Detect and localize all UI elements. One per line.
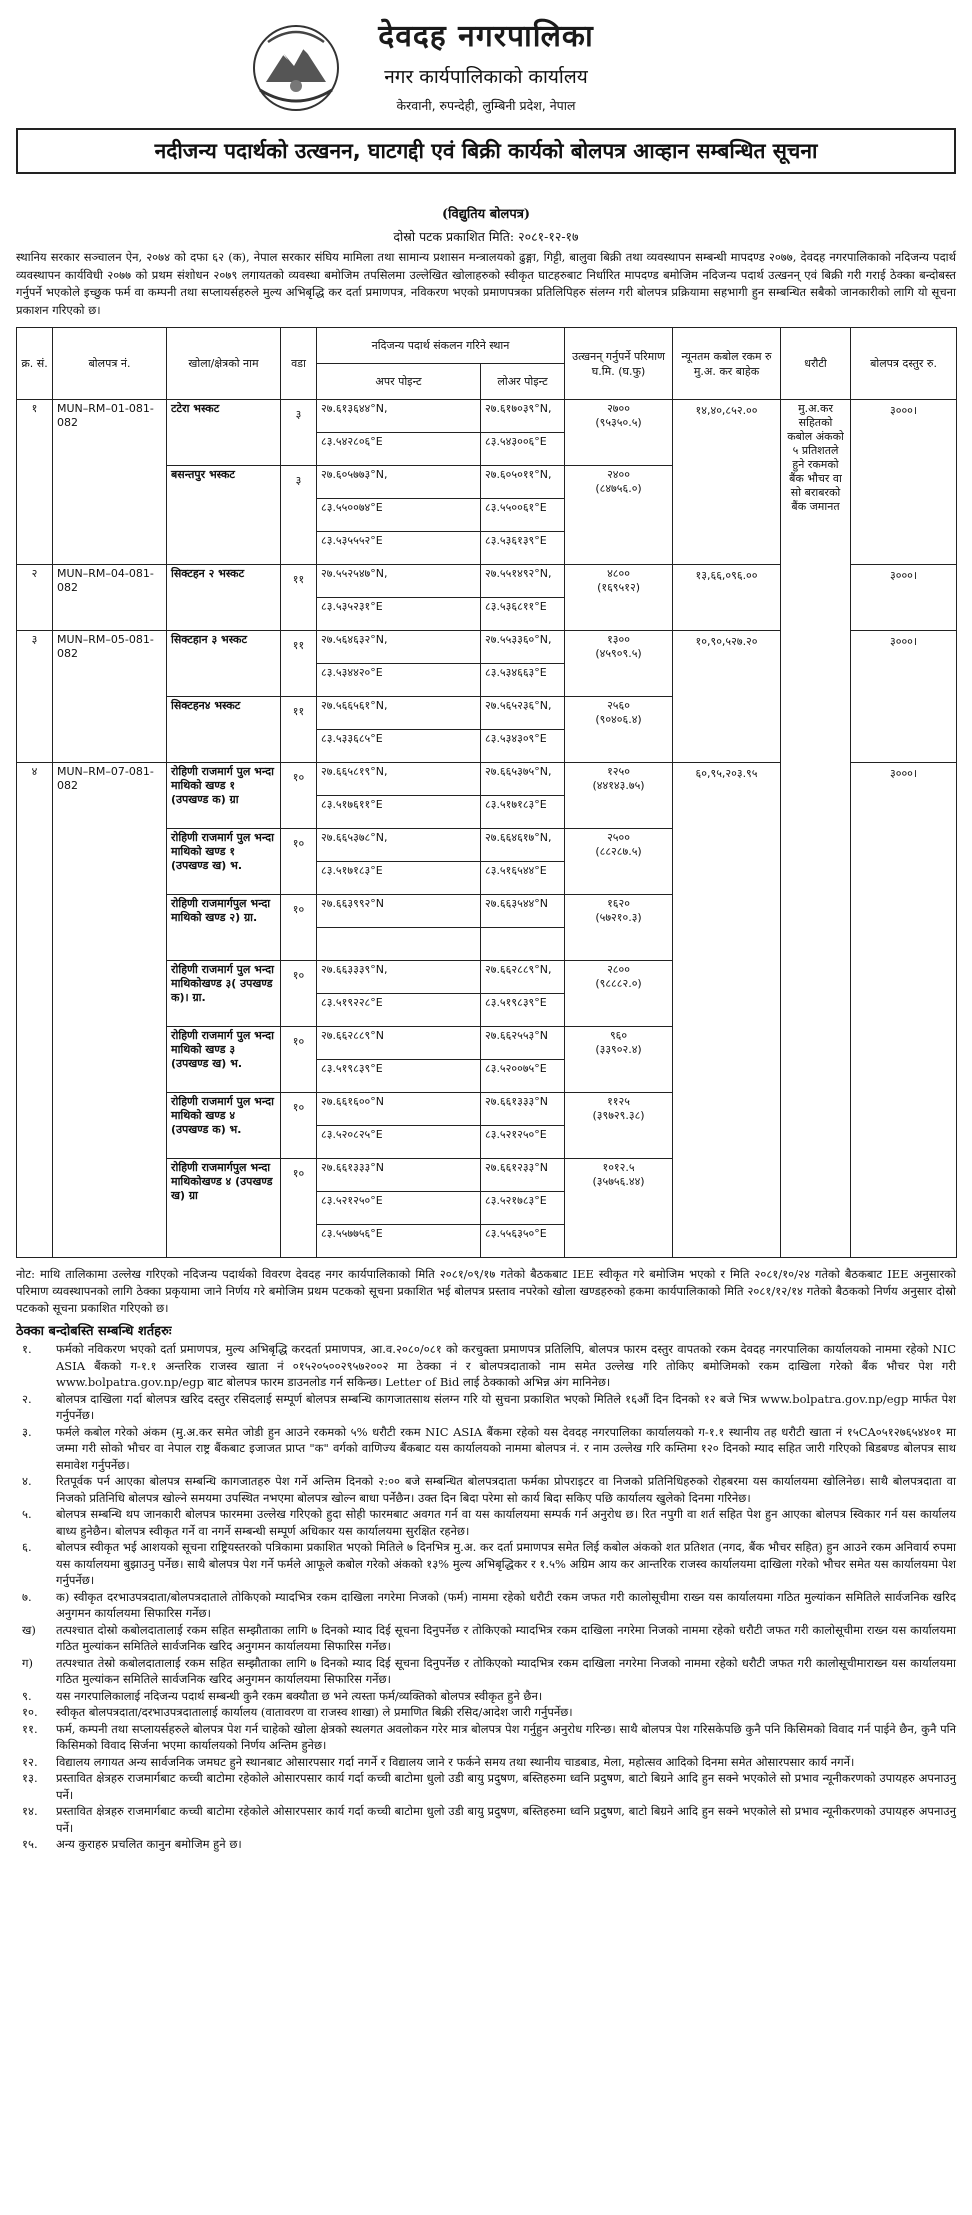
condition-number: ग) bbox=[22, 1655, 33, 1670]
condition-item bbox=[16, 1803, 956, 1836]
cell-sn: ४ bbox=[17, 763, 53, 1258]
cell-upper-n: २७.५५२५४७°N, bbox=[317, 565, 481, 598]
condition-text: प्रस्तावित क्षेत्रहरु राजमार्गबाट कच्ची बाटोमा रहेकोले ओसारपसार कार्य गर्दा कच्ची बाटोमा धुलो उडी बायु प्रदुषण, बस्तिहरुमा ध्वनि प्रदुषण, बाटो बिग्रने आदि हुन सक्ने भएकोले सो प्रभाव न्यूनीकरणको उपायहरु अपनाउनु पर्ने। bbox=[56, 1771, 956, 1802]
condition-text: विद्यालय लगायत अन्य सार्वजनिक जमघट हुने स्थानबाट ओसारपसार गर्दा नगर्ने र विद्यालय जाने र फर्कने समय तथा स्थानीय चाडबाड, मेला, महोत्सव आदिको दिनमा समेत ओसारपसार कार्य नगर्ने। bbox=[56, 1754, 855, 1769]
quantity-cum: ११२५ bbox=[607, 1095, 630, 1108]
cell-ward: १० bbox=[281, 1159, 317, 1258]
col-site: खोला/क्षेत्रको नाम bbox=[167, 328, 281, 400]
quantity-cft: (८८२८७.५) bbox=[595, 845, 642, 858]
cell-site-name: रोहिणी राजमार्ग पुल भन्दा माथिकोखण्ड ३( उपखण्ड क)। ग्रा. bbox=[167, 961, 281, 1027]
cell-site-name: रोहिणी राजमार्गपुल भन्दा माथिको खण्ड २) ग्रा. bbox=[167, 895, 281, 961]
cell-upper-n: २७.६०५७७३°N, bbox=[317, 466, 481, 499]
cell-ward: १० bbox=[281, 895, 317, 961]
conditions-title: ठेक्का बन्दोबस्ति सम्बन्धि शर्तहरुः bbox=[16, 1324, 172, 1339]
col-sn: क्र. सं. bbox=[17, 328, 53, 400]
condition-text: फर्मको नविकरण भएको दर्ता प्रमाणपत्र, मुल्य अभिबृद्धि करदर्ता प्रमाणपत्र, आ.व.२०८०/०८१ को करचुक्ता प्रमाणपत्र प्रतिलिपि, बोलपत्र फारम दस्तुर वापतको रकम देवदह नगरपालिका कार्यालयको नाममा रहेको NIC ASIA बैंकको ग-१.१ अन्तरिक राजस्व खाता नं ०१५२०५००२९५७२००२ मा ठेक्का नं र बोलपत्रदाताको नाम समेत उल्लेख गरि तोकिए बमोजिमको रकम दाखिला गरेको बैंक भौचर पेश गरी www.bolpatra.gov.np/egp बाट बोलपत्र फारम डाउनलोड गर्न सकिन्छ। Letter of Bid लाई ठेक्काको अभिन्न अंग मानिनेछ। bbox=[56, 1342, 956, 1389]
condition-number: १४. bbox=[22, 1804, 38, 1818]
cell-min-bid: १३,६६,०९६.०० bbox=[673, 565, 781, 631]
condition-number: ख) bbox=[22, 1622, 36, 1637]
cell-min-bid: १०,९०,५२७.२० bbox=[673, 631, 781, 763]
cell-lower-e: ८३.५१६५४४°E bbox=[481, 862, 565, 895]
cell-upper-e: ८३.५५००७४°E bbox=[317, 499, 481, 532]
cell-quantity bbox=[565, 466, 673, 565]
condition-item bbox=[16, 1688, 956, 1705]
cell-upper-e: ८३.५१७१८३°E bbox=[317, 862, 481, 895]
condition-number: १०. bbox=[22, 1705, 38, 1719]
cell-quantity bbox=[565, 1027, 673, 1093]
condition-item bbox=[16, 1721, 956, 1754]
condition-number: ७. bbox=[22, 1589, 32, 1604]
condition-number: ६. bbox=[22, 1540, 32, 1554]
bid-table bbox=[16, 327, 957, 1258]
cell-site-name: सिक्टहन २ भस्कट bbox=[167, 565, 281, 631]
condition-item bbox=[16, 1770, 956, 1803]
quantity-cum: २५६० bbox=[607, 699, 630, 712]
cell-ward: १० bbox=[281, 829, 317, 895]
cell-lower-e2: ८३.५५६३५०°E bbox=[481, 1225, 565, 1258]
cell-lower-n: २७.६६३५४४°N bbox=[481, 895, 565, 928]
cell-ward: ३ bbox=[281, 400, 317, 466]
cell-upper-n: २७.६६३३३९°N, bbox=[317, 961, 481, 994]
cell-upper-n: २७.६६३९९२°N bbox=[317, 895, 481, 928]
notice-banner: नदीजन्य पदार्थको उत्खनन, घाटगद्दी एवं बिक्री कार्यको बोलपत्र आव्हान सम्बन्धित सूचना bbox=[16, 128, 956, 174]
quantity-cft: (८४७५६.०) bbox=[595, 482, 642, 495]
cell-ward: ३ bbox=[281, 466, 317, 565]
cell-upper-e: ८३.५३३६८५°E bbox=[317, 730, 481, 763]
cell-upper-e: ८३.५१९२२८°E bbox=[317, 994, 481, 1027]
cell-quantity bbox=[565, 763, 673, 829]
cell-lower-n: २७.६०५०११°N, bbox=[481, 466, 565, 499]
condition-number: ११. bbox=[22, 1721, 38, 1736]
cell-upper-e: ८३.५१९८३९°E bbox=[317, 1060, 481, 1093]
quantity-cft: (३९७२९.३८) bbox=[592, 1109, 645, 1122]
cell-lower-e: ८३.५३४६६३°E bbox=[481, 664, 565, 697]
condition-number: १. bbox=[22, 1342, 32, 1356]
quantity-cft: (३५७५६.४४) bbox=[592, 1175, 645, 1188]
condition-text: यस नगरपालिकालाई नदिजन्य पदार्थ सम्बन्धी कुनै रकम बक्यौता छ भने त्यस्ता फर्म/व्यक्तिको बोलपत्र स्वीकृत हुने छैन। bbox=[56, 1688, 543, 1703]
col-upper-point: अपर पोइन्ट bbox=[317, 364, 481, 400]
condition-number: १३. bbox=[22, 1771, 38, 1785]
condition-item bbox=[16, 1539, 956, 1589]
cell-sn: २ bbox=[17, 565, 53, 631]
col-location: नदिजन्य पदार्थ संकलन गरिने स्थान bbox=[317, 328, 565, 364]
cell-lower-n: २७.६६२५५३°N bbox=[481, 1027, 565, 1060]
cell-site-name: रोहिणी राजमार्ग पुल भन्दा माथिको खण्ड १ (उपखण्ड क) ग्रा bbox=[167, 763, 281, 829]
cell-lower-e: ८३.५३६८११°E bbox=[481, 598, 565, 631]
cell-quantity bbox=[565, 829, 673, 895]
cell-sn: १ bbox=[17, 400, 53, 565]
condition-number: १५. bbox=[22, 1837, 38, 1851]
cell-quantity bbox=[565, 1159, 673, 1258]
cell-fee: ३०००। bbox=[851, 400, 957, 565]
col-lower-point: लोअर पोइन्ट bbox=[481, 364, 565, 400]
municipality-name: देवदह नगरपालिका bbox=[378, 19, 594, 54]
quantity-cum: २४०० bbox=[607, 468, 630, 481]
conditions-list bbox=[16, 1341, 956, 1853]
cell-upper-n: २७.६६१३३३°N bbox=[317, 1159, 481, 1192]
cell-bid-no: MUN–RM–07-081-082 bbox=[53, 763, 167, 1258]
cell-site-name: रोहिणी राजमार्ग पुल भन्दा माथिको खण्ड ४ (उपखण्ड क) भ. bbox=[167, 1093, 281, 1159]
cell-ward: ११ bbox=[281, 697, 317, 763]
cell-lower-e: ८३.५३४३०९°E bbox=[481, 730, 565, 763]
condition-item bbox=[16, 1424, 956, 1474]
office-address: केरवानी, रुपन्देही, लुम्बिनी प्रदेश, नेपाल bbox=[396, 98, 576, 113]
condition-item bbox=[16, 1473, 956, 1506]
condition-item bbox=[16, 1622, 956, 1655]
cell-bid-no: MUN–RM–01-081-082 bbox=[53, 400, 167, 565]
condition-number: २. bbox=[22, 1391, 32, 1406]
cell-lower-n: २७.६६१२३३°N bbox=[481, 1159, 565, 1192]
condition-number: ३. bbox=[22, 1424, 32, 1439]
cell-upper-n: २७.५६४६३२°N, bbox=[317, 631, 481, 664]
cell-min-bid: ६०,९५,२०३.९५ bbox=[673, 763, 781, 1258]
cell-upper-e: ८३.५३४४२०°E bbox=[317, 664, 481, 697]
cell-site-name: रोहिणी राजमार्ग पुल भन्दा माथिको खण्ड १ (उपखण्ड ख) भ. bbox=[167, 829, 281, 895]
quantity-cft: (५७२१०.३) bbox=[595, 911, 642, 924]
quantity-cum: १३०० bbox=[607, 633, 630, 646]
cell-lower-n: २७.५५३३६०°N, bbox=[481, 631, 565, 664]
col-fee: बोलपत्र दस्तुर रु. bbox=[851, 328, 957, 400]
condition-text: स्वीकृत बोलपत्रदाता/दरभाउपत्रदातालाई कार्यालय (वातावरण वा राजस्व शाखा) ले प्रमाणित बिक्री रसिद/आदेश जारी गर्नुपर्नेछ। bbox=[56, 1705, 573, 1719]
cell-quantity bbox=[565, 565, 673, 631]
col-deposit: धरौटी bbox=[781, 328, 851, 400]
condition-item bbox=[16, 1754, 956, 1771]
cell-quantity bbox=[565, 1093, 673, 1159]
intro-paragraph: स्थानिय सरकार सञ्चालन ऐन, २०७४ को दफा ६२ (क), नेपाल सरकार संघिय मामिला तथा सामान्य प्रशासन मन्त्रालयको ढुङ्गा, गिट्टी, बालुवा बिक्री तथा व्यवस्थापन सम्बन्धी मापदण्ड २०७७, देवदह नगरपालिकाको नदिजन्य पदार्थ व्यवस्थापन कार्यविधी २०७७ को प्रथम संशोधन २०७९ लगायतको व्यवस्था बमोजिम तपसिलमा उल्लेखित खोलाहरुको स्वीकृत घाटहरुबाट निर्धारित मापदण्ड बमोजिम नदिजन्य पदार्थ उत्खनन् एवं बिक्री गरी गराई ठेक्का बन्दोबस्त गर्नुपर्ने भएकोले इच्छुक फर्म वा कम्पनी तथा सप्लायर्सहरुले मुल्य अभिबृद्धि कर दर्ता प्रमाणपत्र, नविकरण भएको प्रमाणपत्रका प्रतिलिपिहरु संलग्न गरी बोलपत्र प्रक्रियामा सहभागी हुन सम्बन्धित सबैको जानकारीको लागि यो सूचना प्रकाशन गरिएको छ। bbox=[16, 250, 956, 317]
condition-text: क) स्वीकृत दरभाउपत्रदाता/बोलपत्रदाताले तोकिएको म्यादभित्र रकम दाखिला नगरेमा निजको (फर्म) नाममा रहेको धरौटी रकम जफत गरी कालोसूचीमा राख्न यस कार्यालयमा गठित मुल्यांकन समितिले सार्वजनिक खरिद अनुगमन कार्यालयमा सिफारिस गर्नेछ। bbox=[56, 1589, 956, 1620]
quantity-cft: (९०४०६.४) bbox=[595, 713, 642, 726]
condition-item bbox=[16, 1391, 956, 1424]
condition-item bbox=[16, 1704, 956, 1721]
cell-quantity bbox=[565, 697, 673, 763]
condition-item bbox=[16, 1506, 956, 1539]
condition-number: ९. bbox=[22, 1688, 32, 1703]
condition-text: बोलपत्र दाखिला गर्दा बोलपत्र खरिद दस्तुर रसिदलाई सम्पूर्ण बोलपत्र सम्बन्धि कागजातसाथ संलग्न गरि यो सुचना प्रकाशित भएको मितिले १६औं दिन दिनको १२ बजे भित्र www.bolpatra.gov.np/egp मार्फत पेश गर्नुपर्नेछ। bbox=[56, 1391, 956, 1422]
cell-upper-n: २७.५६६५६१°N, bbox=[317, 697, 481, 730]
quantity-cum: ९६० bbox=[609, 1029, 628, 1042]
condition-text: अन्य कुराहरु प्रचलित कानुन बमोजिम हुने छ। bbox=[56, 1837, 242, 1851]
cell-lower-e: ८३.५२१७८३°E bbox=[481, 1192, 565, 1225]
cell-fee: ३०००। bbox=[851, 631, 957, 763]
cell-upper-e: ८३.५३५२३१°E bbox=[317, 598, 481, 631]
condition-text: फर्मले कबोल गरेको अंकम (मु.अ.कर समेत जोडी हुन आउने रकमको ५% धरौटी रकम NIC ASIA बैंकमा रहेको यस देवदह नगरपालिका कार्यालयको ग-१.१ स्थानीय तह धरौटी खाता नं १५CA०५१२७६५४४०१ मा जम्मा गरी सोको भौचर वा नेपाल राष्ट्र बैंकबाट इजाजत प्राप्त "क" वर्गको वाणिज्य बैंकबाट यस कार्यालयको नाममा बोलपत्र नं. र नाम उल्लेख गरि कम्तिमा १२० दिनको म्याद सहित जारी गरिएको बिडबण्ड बोलपत्र साथ समावेश गर्नुपर्नेछ। bbox=[56, 1424, 956, 1472]
quantity-cum: २८०० bbox=[607, 963, 630, 976]
quantity-cft: (१६९५१२) bbox=[597, 581, 640, 594]
cell-site-name: रोहिणी राजमार्ग पुल भन्दा माथिको खण्ड ३ (उपखण्ड ख) भ. bbox=[167, 1027, 281, 1093]
cell-site-name: टटेरा भस्कट bbox=[167, 400, 281, 466]
cell-quantity bbox=[565, 895, 673, 961]
table-row bbox=[17, 400, 957, 433]
condition-item bbox=[16, 1655, 956, 1688]
cell-lower-e bbox=[481, 928, 565, 961]
cell-lower-e: ८३.५५००६१°E bbox=[481, 499, 565, 532]
col-min-bid: न्यूनतम कबोल रकम रु मु.अ. कर बाहेक bbox=[673, 328, 781, 400]
bid-table-body bbox=[17, 400, 957, 1258]
col-quantity: उत्खनन् गर्नुपर्ने परिमाण घ.मि. (घ.फु) bbox=[565, 328, 673, 400]
condition-text: फर्म, कम्पनी तथा सप्लायर्सहरुले बोलपत्र पेश गर्न चाहेको खोला क्षेत्रको स्थलगत अवलोकन गरेर मात्र बोलपत्र पेश गर्नुहुन अनुरोध गरिन्छ। साथै बोलपत्र पेश गरिसकेपछि कुनै पनि किसिमको विवाद गर्न पाईने छैन, कुनै पनि किसिमको विवाद सिर्जना भएमा कार्यालयको निर्णय अन्तिम हुनेछ। bbox=[56, 1721, 956, 1752]
cell-lower-n: २७.६१७०३९°N, bbox=[481, 400, 565, 433]
condition-text: तत्पश्चात दोस्रो कबोलदातालाई रकम सहित सम्झौताका लागि ७ दिनको म्याद दिई सूचना दिनुपर्नेछ र तोकिएको म्यादभित्र रकम दाखिला नगरेमा निजको नाममा रहेको धरौटी जफत गरी कालोसूचीमा राख्न यस कार्यालयमा गठित मुल्यांकन समितिले सार्वजनिक खरिद अनुगमन कार्यालयमा सिफारिस गर्नेछ। bbox=[56, 1622, 956, 1653]
cell-quantity bbox=[565, 631, 673, 697]
cell-lower-e: ८३.५४३००६°E bbox=[481, 433, 565, 466]
condition-text: बोलपत्र सम्बन्धि थप जानकारी बोलपत्र फारममा उल्लेख गरिएको हुदा सोही फारमबाट अवगत गर्न वा यस कार्यालयमा सम्पर्क गर्न अनुरोध छ। रित नपुगी वा शर्त सहित पेश हुन आएका बोलपत्र स्विकार गर्न यस कार्यालय बाध्य हुनेछैन। बोलपत्र स्वीकृत गर्ने वा नगर्ने सम्बन्धी सम्पूर्ण अधिकार यस कार्यालयमा सुरक्षित रहनेछ। bbox=[56, 1507, 956, 1538]
cell-lower-e2: ८३.५३६१३९°E bbox=[481, 532, 565, 565]
condition-item bbox=[16, 1836, 956, 1853]
quantity-cft: (४४१४३.७५) bbox=[592, 779, 645, 792]
bid-type: (विद्युतिय बोलपत्र) bbox=[441, 207, 531, 222]
condition-number: १२. bbox=[22, 1754, 38, 1769]
cell-lower-n: २७.५५१४९२°N, bbox=[481, 565, 565, 598]
office-name: नगर कार्यपालिकाको कार्यालय bbox=[384, 66, 588, 88]
cell-ward: ११ bbox=[281, 631, 317, 697]
cell-upper-e bbox=[317, 928, 481, 961]
cell-lower-n: २७.६६१३३३°N bbox=[481, 1093, 565, 1126]
cell-upper-n: २७.६१३६४४°N, bbox=[317, 400, 481, 433]
cell-site-name: सिक्टहन४ भस्कट bbox=[167, 697, 281, 763]
cell-ward: १० bbox=[281, 763, 317, 829]
letterhead bbox=[16, 6, 956, 124]
condition-item bbox=[16, 1341, 956, 1391]
quantity-cft: (९५३५०.५) bbox=[595, 416, 642, 429]
cell-upper-e2: ८३.५५७७५६°E bbox=[317, 1225, 481, 1258]
note-paragraph: नोट: माथि तालिकामा उल्लेख गरिएको नदिजन्य पदार्थको विवरण देवदह नगर कार्यपालिकाको मिति २०८१/०९/१७ गतेको बैठकबाट IEE स्वीकृत गरे बमोजिम भएको र मिति २०८१/१०/२४ गतेको बैठकबाट IEE अनुसारको परिमाण व्यवस्थापनको लागि ठेक्का प्रकृयामा जाने निर्णय गरे बमोजिम प्रथम पटकको सूचना प्रकाशित भई बोलपत्र प्रस्ताव नपरेको खोला खण्डहरुको हकमा कार्यपालिकाको मिति २०८१/१२/१४ गतेको बैठकको निर्णय अनुसार दोस्रो पटकको सूचना प्रकाशित गरिएको छ। bbox=[16, 1267, 956, 1315]
quantity-cum: ४८०० bbox=[607, 567, 630, 580]
cell-lower-n: २७.६६२८८९°N, bbox=[481, 961, 565, 994]
publication-date: दोस्रो पटक प्रकाशित मिति: २०८१-१२-१७ bbox=[393, 229, 579, 244]
condition-text: तत्पश्चात तेस्रो कबोलदातालाई रकम सहित सम्झौताका लागि ७ दिनको म्याद दिई सूचना दिनुपर्नेछ र तोकिएको म्यादभित्र रकम दाखिला नगरेमा निजको नाममा रहेको धरौटी जफत गरी कालोसूचीमाराख्न यस कार्यालयमा गठित मुल्यांकन समितिले सार्वजनिक खरिद अनुगमन कार्यालयमा सिफारिस गर्नेछ। bbox=[56, 1655, 956, 1686]
col-ward: वडा bbox=[281, 328, 317, 400]
cell-fee: ३०००। bbox=[851, 763, 957, 1258]
cell-lower-e: ८३.५१९८३९°E bbox=[481, 994, 565, 1027]
quantity-cum: २७०० bbox=[607, 402, 630, 415]
quantity-cum: १२५० bbox=[607, 765, 630, 778]
cell-upper-e: ८३.५१७६११°E bbox=[317, 796, 481, 829]
cell-lower-e: ८३.५१७१८३°E bbox=[481, 796, 565, 829]
quantity-cft: (९८८८२.०) bbox=[595, 977, 642, 990]
cell-lower-e: ८३.५२१२५०°E bbox=[481, 1126, 565, 1159]
cell-upper-e2: ८३.५३५५५२°E bbox=[317, 532, 481, 565]
cell-upper-e: ८३.५२०८२५°E bbox=[317, 1126, 481, 1159]
cell-site-name: बसन्तपुर भस्कट bbox=[167, 466, 281, 565]
cell-lower-n: २७.६६४६१७°N, bbox=[481, 829, 565, 862]
cell-upper-e: ८३.५४२८०६°E bbox=[317, 433, 481, 466]
cell-bid-no: MUN–RM–05-081-082 bbox=[53, 631, 167, 763]
condition-text: प्रस्तावित क्षेत्रहरु राजमार्गबाट कच्ची बाटोमा रहेकोले ओसारपसार कार्य गर्दा कच्ची बाटोमा धुलो उडी बायु प्रदुषण, बस्तिहरुमा ध्वनि प्रदुषण, बाटो बिग्रने आदि हुन सक्ने भएकोले सो प्रभाव न्यूनीकरणको उपायहरु अपनाउनु पर्ने। bbox=[56, 1804, 956, 1835]
cell-sn: ३ bbox=[17, 631, 53, 763]
cell-upper-n: २७.६६१६००°N bbox=[317, 1093, 481, 1126]
cell-min-bid: १४,४०,८५२.०० bbox=[673, 400, 781, 565]
quantity-cum: २५०० bbox=[607, 831, 630, 844]
condition-text: रितपूर्वक पर्न आएका बोलपत्र सम्बन्धि कागजातहरु पेश गर्ने अन्तिम दिनको २:०० बजे सम्बन्धित बोलपत्रदाता फर्मका प्रोपराइटर वा निजको प्रतिनिधिहरुको रोहबरमा यस कार्यालयमा खोलिनेछ। साथै बोलपत्रदाता वा निजको प्रतिनिधि बोलपत्र खोल्ने समयमा उपस्थित नभएमा बोलपत्र खोल्न बाधा पर्नेछैन। उक्त दिन बिदा परेमा सो कार्य बिदा सकिए पछि कार्यालय खुलेको दिनमा गरिनेछ। bbox=[56, 1474, 956, 1505]
cell-upper-n: २७.६६२८८९°N bbox=[317, 1027, 481, 1060]
cell-lower-n: २७.६६५३७५°N, bbox=[481, 763, 565, 796]
cell-ward: १० bbox=[281, 1027, 317, 1093]
cell-upper-n: २७.६६५३७८°N, bbox=[317, 829, 481, 862]
cell-site-name: सिक्टहान ३ भस्कट bbox=[167, 631, 281, 697]
cell-ward: ११ bbox=[281, 565, 317, 631]
condition-text: बोलपत्र स्वीकृत भई आशयको सूचना राष्ट्रियस्तरको पत्रिकामा प्रकाशित भएको मितिले ७ दिनभित्र मु.अ. कर दर्ता प्रमाणपत्र समेत लिई कबोल अंकको शत प्रतिशत (नगद, बैंक भौचर सहित) हुन आउने रकम अनिवार्य रुपमा यस कार्यालयमा बुझाउनु पर्नेछ। साथै बोलपत्र पेश गर्ने फर्मले आफूले कबोल गरेको अंकको १३% मुल्य अभिबृद्धिकर र १.५% अग्रिम आय कर आन्तरिक राजस्व कार्यालयमा दाखिला गरेको भौचर समेत यस कार्यालयमा पेश गर्नुपर्नेछ। bbox=[56, 1540, 956, 1587]
quantity-cum: १०१२.५ bbox=[602, 1161, 635, 1174]
cell-upper-e: ८३.५२१२५०°E bbox=[317, 1192, 481, 1225]
cell-fee: ३०००। bbox=[851, 565, 957, 631]
cell-lower-e: ८३.५२००७५°E bbox=[481, 1060, 565, 1093]
cell-deposit: मु.अ.कर सहितको कबोल अंकको ५ प्रतिशतले हुने रकमको बैंक भौचर वा सो बराबरको बैंक जमानत bbox=[781, 400, 851, 1258]
condition-number: ५. bbox=[22, 1507, 32, 1521]
col-bid-no: बोलपत्र नं. bbox=[53, 328, 167, 400]
condition-number: ४. bbox=[22, 1474, 32, 1488]
quantity-cft: (४५९०९.५) bbox=[595, 647, 642, 660]
cell-site-name: रोहिणी राजमार्गपुल भन्दा माथिकोखण्ड ४ (उपखण्ड ख) ग्रा bbox=[167, 1159, 281, 1258]
cell-upper-n: २७.६६५८१९°N, bbox=[317, 763, 481, 796]
cell-lower-n: २७.५६५२३६°N, bbox=[481, 697, 565, 730]
cell-ward: १० bbox=[281, 1093, 317, 1159]
cell-quantity bbox=[565, 961, 673, 1027]
cell-quantity bbox=[565, 400, 673, 466]
cell-bid-no: MUN–RM–04-081-082 bbox=[53, 565, 167, 631]
quantity-cft: (३३९०२.४) bbox=[595, 1043, 642, 1056]
condition-item bbox=[16, 1589, 956, 1622]
nepal-emblem-icon bbox=[246, 20, 346, 116]
quantity-cum: १६२० bbox=[607, 897, 630, 910]
cell-ward: १० bbox=[281, 961, 317, 1027]
